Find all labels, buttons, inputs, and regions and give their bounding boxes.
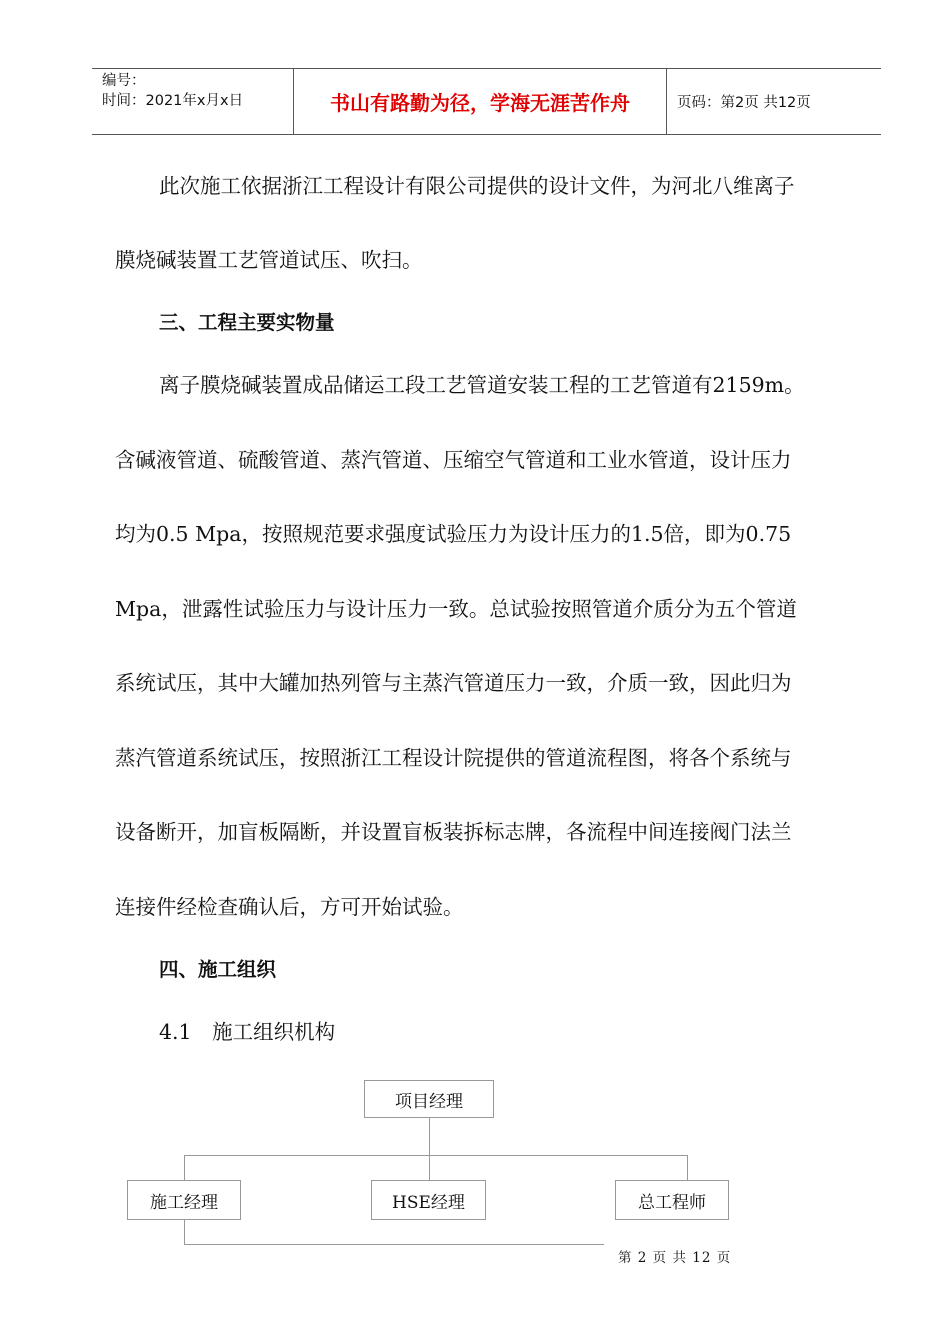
page-footer: 第 2 页 共 12 页 [618,1250,732,1266]
section-heading-3: 三、工程主要实物量 [159,311,335,334]
paragraph-2-line-2: 含碱液管道、硫酸管道、蒸汽管道、压缩空气管道和工业水管道，设计压力 [115,448,792,472]
header-time: 时间：2021年x月x日 [102,93,244,109]
subsection-heading-4-1: 4.1 施工组织机构 [159,1020,336,1044]
org-box-chief-engineer: 总工程师 [615,1180,729,1220]
header-number: 编号： [102,73,146,89]
header-meta [92,69,294,134]
org-box-hse-manager: HSE经理 [371,1180,486,1220]
paragraph-2-line-6: 蒸汽管道系统试压，按照浙江工程设计院提供的管道流程图，将各个系统与 [115,746,792,770]
org-connector-bottom-left [184,1220,185,1245]
org-connector-top [429,1117,430,1156]
paragraph-2-line-3: 均为0.5 Mpa，按照规范要求强度试验压力为设计压力的1.5倍，即为0.75 [115,522,792,546]
org-connector-right [687,1155,688,1180]
org-connector-bottom [184,1244,604,1245]
org-connector-left [184,1155,185,1180]
paragraph-1-line-1: 此次施工依据浙江工程设计有限公司提供的设计文件，为河北八维离子 [159,174,795,198]
paragraph-2-line-5: 系统试压，其中大罐加热列管与主蒸汽管道压力一致，介质一致，因此归为 [115,671,792,695]
paragraph-2-line-7: 设备断开，加盲板隔断，并设置盲板装拆标志牌，各流程中间连接阀门法兰 [115,820,792,844]
section-heading-4: 四、施工组织 [159,958,277,981]
header-motto: 书山有路勤为径，学海无涯苦作舟 [294,69,667,134]
paragraph-2-line-8: 连接件经检查确认后，方可开始试验。 [115,895,464,919]
org-box-project-manager: 项目经理 [364,1080,494,1118]
paragraph-2-line-4: Mpa，泄露性试验压力与设计压力一致。总试验按照管道介质分为五个管道 [115,597,797,621]
org-connector-horizontal [184,1155,688,1156]
paragraph-1-line-2: 膜烧碱装置工艺管道试压、吹扫。 [115,248,423,272]
org-box-construction-manager: 施工经理 [127,1180,241,1220]
org-connector-middle [429,1155,430,1180]
paragraph-2-line-1: 离子膜烧碱装置成品储运工段工艺管道安装工程的工艺管道有2159m。 [159,373,805,397]
page-header [92,68,881,135]
header-page-number: 页码：第2页 共12页 [677,95,811,111]
